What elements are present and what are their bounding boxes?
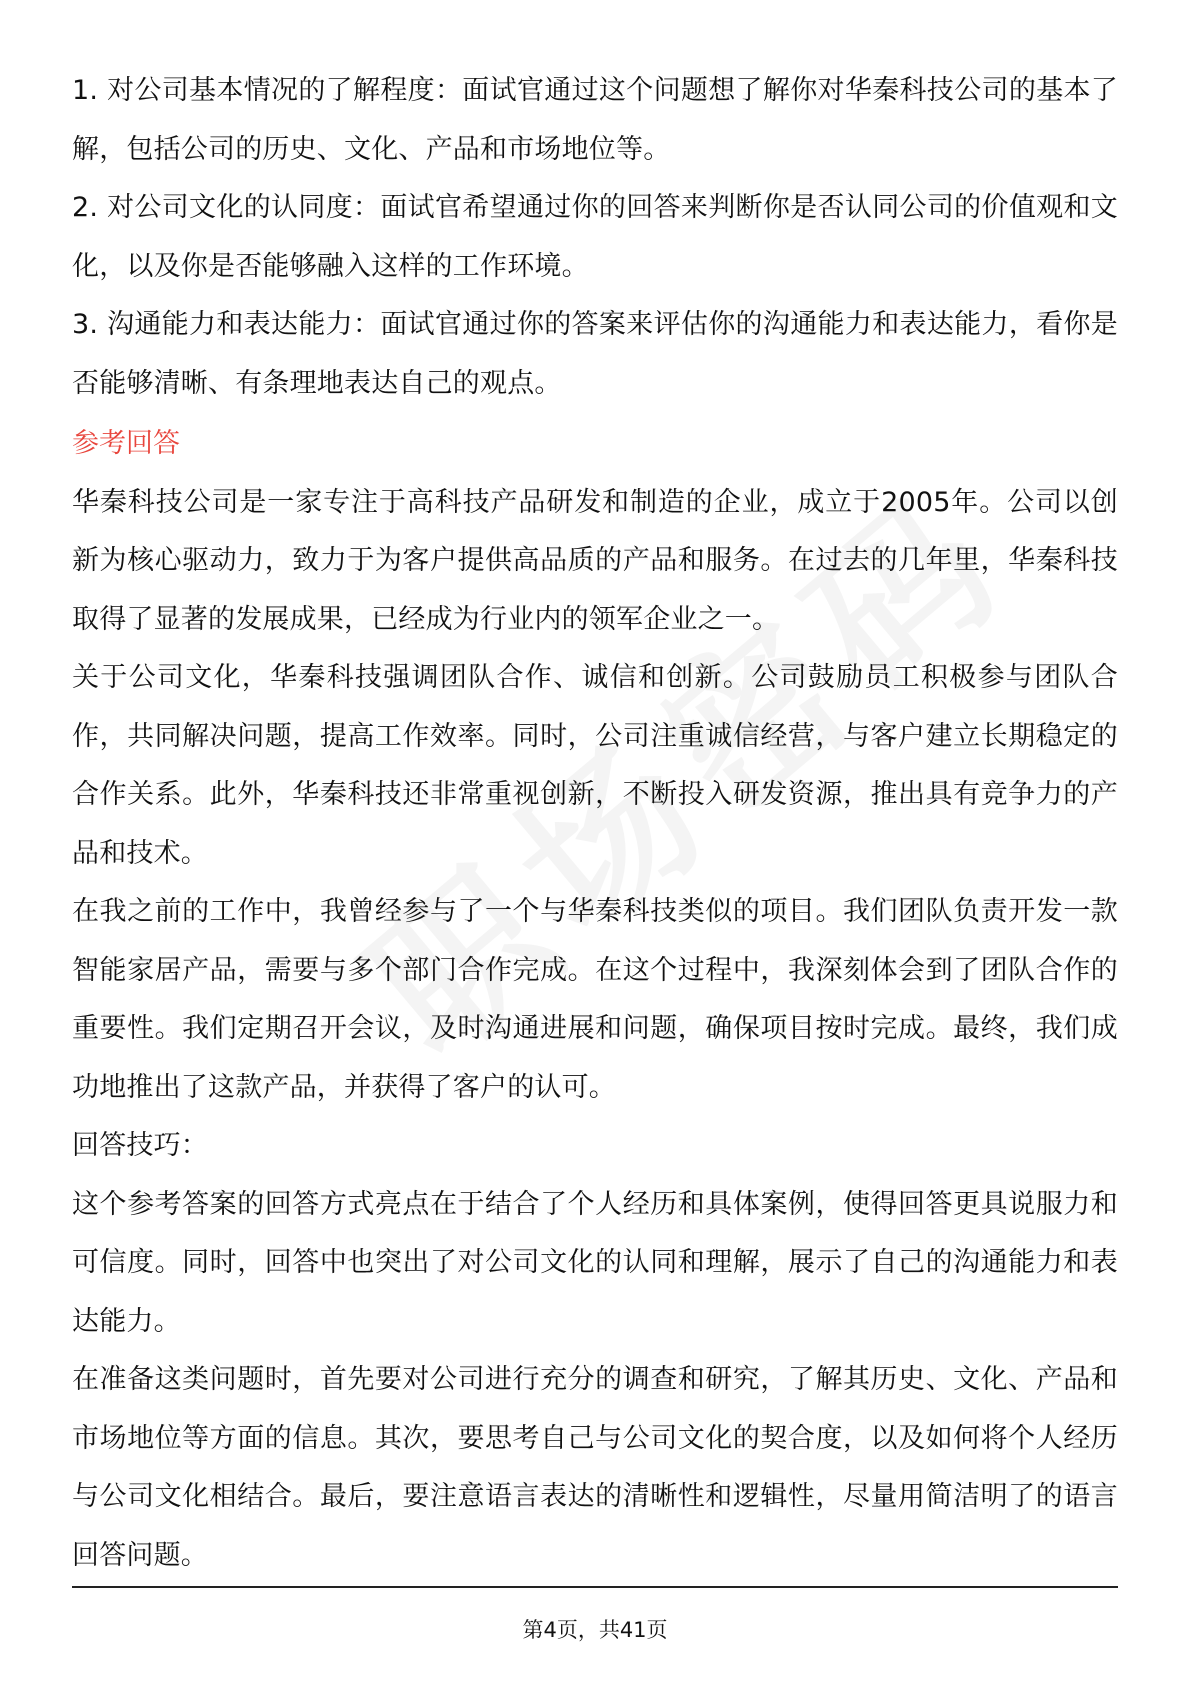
answer-paragraph: 在我之前的工作中，我曾经参与了一个与华秦科技类似的项目。我们团队负责开发一款智能家居产品，需要与多个部门合作完成。在这个过程中，我深刻体会到了团队合作的重要性。我们定期召开会议，及时沟通进展和问题，确保项目按时完成。最终，我们成功地推出了这款产品，并获得了客户的认可。 [72, 896, 1118, 1103]
answer-paragraph: 华秦科技公司是一家专注于高科技产品研发和制造的企业，成立于2005年。公司以创新为核心驱动力，致力于为客户提供高品质的产品和服务。在过去的几年里，华秦科技取得了显著的发展成果，已经成为行业内的领军企业之一。 [72, 486, 1118, 635]
footer-divider [72, 1586, 1118, 1588]
reference-answer-heading: 参考回答 [72, 428, 180, 459]
tips-heading: 回答技巧： [72, 1130, 208, 1161]
intro-point: 2. 对公司文化的认同度：面试官希望通过你的回答来判断你是否认同公司的价值观和文化，以及你是否能够融入这样的工作环境。 [72, 192, 1118, 282]
page-number: 第4页，共41页 [522, 1618, 668, 1642]
tips-paragraph: 这个参考答案的回答方式亮点在于结合了个人经历和具体案例，使得回答更具说服力和可信度。同时，回答中也突出了对公司文化的认同和理解，展示了自己的沟通能力和表达能力。 [72, 1188, 1118, 1337]
document-body [72, 62, 1118, 1585]
tips-paragraph: 在准备这类问题时，首先要对公司进行充分的调查和研究，了解其历史、文化、产品和市场地位等方面的信息。其次，要思考自己与公司文化的契合度，以及如何将个人经历与公司文化相结合。最后，要注意语言表达的清晰性和逻辑性，尽量用简洁明了的语言回答问题。 [72, 1364, 1118, 1571]
answer-paragraph: 关于公司文化，华秦科技强调团队合作、诚信和创新。公司鼓励员工积极参与团队合作，共同解决问题，提高工作效率。同时，公司注重诚信经营，与客户建立长期稳定的合作关系。此外，华秦科技还非常重视创新，不断投入研发资源，推出具有竞争力的产品和技术。 [72, 662, 1118, 869]
intro-point: 3. 沟通能力和表达能力：面试官通过你的答案来评估你的沟通能力和表达能力，看你是否能够清晰、有条理地表达自己的观点。 [72, 309, 1118, 399]
intro-point: 1. 对公司基本情况的了解程度：面试官通过这个问题想了解你对华秦科技公司的基本了解，包括公司的历史、文化、产品和市场地位等。 [72, 75, 1118, 165]
